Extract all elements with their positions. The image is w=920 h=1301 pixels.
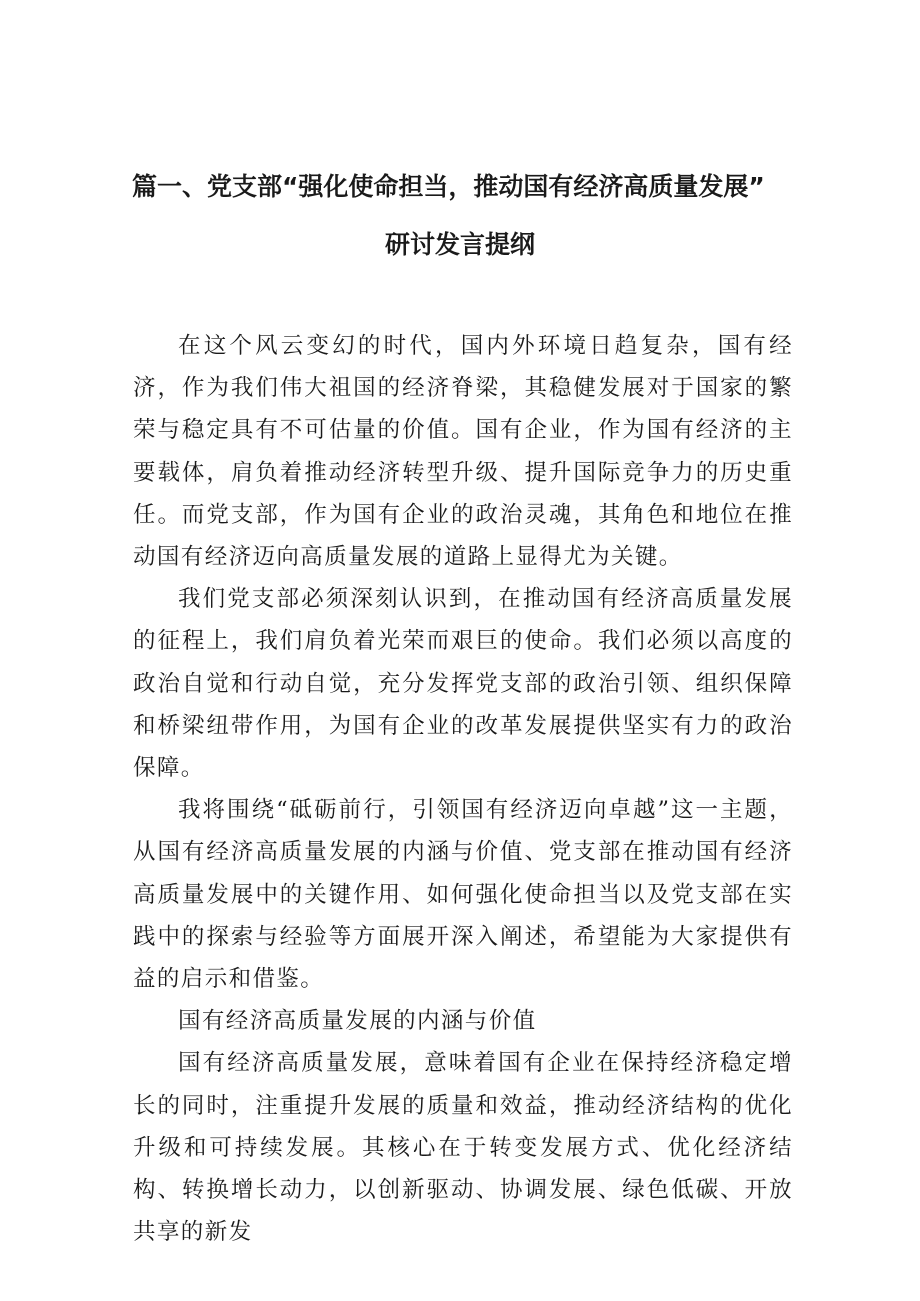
section-heading: 国有经济高质量发展的内涵与价值: [178, 1008, 537, 1035]
document-title-line-1: 篇一、党支部“强化使命担当，推动国有经济高质量发展”: [132, 172, 765, 201]
document-title-line-2: 研讨发言提纲: [384, 230, 535, 259]
body-paragraph: 国有经济高质量发展，意味着国有企业在保持经济稳定增长的同时，注重提升发展的质量和效益，推动经济结构的优化升级和可持续发展。其核心在于转变发展方式、优化经济结构、转换增长动力，以创新驱动、协调发展、绿色低碳、开放共享的新发: [133, 1050, 793, 1246]
body-paragraph: 我们党支部必须深刻认识到，在推动国有经济高质量发展的征程上，我们肩负着光荣而艰巨的使命。我们必须以高度的政治自觉和行动自觉，充分发挥党支部的政治引领、组织保障和桥梁纽带作用，为国有企业的改革发展提供坚实有力的政治保障。: [133, 586, 793, 782]
body-paragraph: 在这个风云变幻的时代，国内外环境日趋复杂，国有经济，作为我们伟大祖国的经济脊梁，其稳健发展对于国家的繁荣与稳定具有不可估量的价值。国有企业，作为国有经济的主要载体，肩负着推动经济转型升级、提升国际竞争力的历史重任。而党支部，作为国有企业的政治灵魂，其角色和地位在推动国有经济迈向高质量发展的道路上显得尤为关键。: [133, 333, 793, 571]
body-paragraph: 我将围绕“砥砺前行，引领国有经济迈向卓越”这一主题，从国有经济高质量发展的内涵与价值、党支部在推动国有经济高质量发展中的关键作用、如何强化使命担当以及党支部在实践中的探索与经验等方面展开深入阐述，希望能为大家提供有益的启示和借鉴。: [133, 797, 793, 993]
document-body: [133, 325, 793, 1253]
